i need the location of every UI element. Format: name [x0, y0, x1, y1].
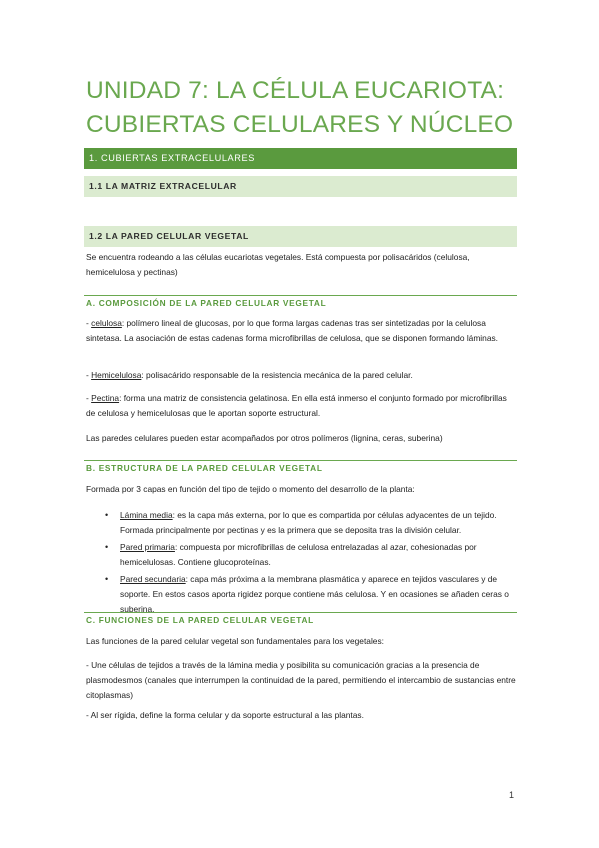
dash: - [86, 370, 92, 380]
layer-text: : compuesta por microfibrillas de celulosa entrelazadas al azar, cohesionadas por hemicelulosas. Contiene glucoproteínas. [120, 542, 477, 567]
rule-c [84, 612, 517, 613]
pectina-term: Pectina [91, 393, 120, 403]
page-number: 1 [509, 790, 515, 800]
layer-text: : es la capa más externa, por lo que es compartida por células adyacentes de un tejido. Formada principalmente por pectinas y es la primera que se deposita tras la división celular. [120, 510, 497, 535]
celulosa-paragraph [86, 316, 516, 346]
bullet-icon: • [105, 574, 109, 584]
polymers-note: Las paredes celulares pueden estar acompañados por otros polímeros (lignina, ceras, suberina) [86, 433, 443, 443]
section-heading-1-1: 1.1 LA MATRIZ EXTRACELULAR [84, 176, 517, 197]
celulosa-term: celulosa [91, 318, 122, 328]
rule-a [84, 295, 517, 296]
subheading-b: B. ESTRUCTURA DE LA PARED CELULAR VEGETAL [86, 463, 323, 473]
dash: - [86, 393, 92, 403]
section-heading-1-2: 1.2 LA PARED CELULAR VEGETAL [84, 226, 517, 247]
intro-paragraph: Se encuentra rodeando a las células eucariotas vegetales. Está compuesta por polisacáridos (celulosa, hemicelulosa y pectinas) [86, 252, 470, 277]
hemicelulosa-paragraph [86, 368, 516, 383]
layer-term: Pared secundaria [120, 574, 186, 584]
subheading-c: C. FUNCIONES DE LA PARED CELULAR VEGETAL [86, 615, 314, 625]
hemicelulosa-term: Hemicelulosa [91, 370, 142, 380]
layer-term: Pared primaria [120, 542, 175, 552]
title-line-1: UNIDAD 7: LA CÉLULA EUCARIOTA: [86, 77, 505, 104]
bullet-icon: • [105, 542, 109, 552]
celulosa-text: : polímero lineal de glucosas, por lo que forma largas cadenas tras ser sintetizadas por la celulosa sintetasa. La asociación de estas cadenas forma microfibrillas de celulosa, que se disponen formando láminas. [86, 318, 498, 343]
structure-intro: Formada por 3 capas en función del tipo de tejido o momento del desarrollo de la planta: [86, 484, 415, 494]
layers-list [105, 508, 515, 619]
section-heading-1: 1. CUBIERTAS EXTRACELULARES [84, 148, 517, 169]
title-line-2: CUBIERTAS CELULARES Y NÚCLEO [86, 111, 514, 138]
unit-title [86, 74, 526, 142]
rule-b [84, 460, 517, 461]
layer-term: Lámina media [120, 510, 173, 520]
list-item [105, 572, 515, 617]
subheading-a: A. COMPOSICIÓN DE LA PARED CELULAR VEGETAL [86, 298, 327, 308]
list-item [105, 508, 515, 538]
list-item [105, 540, 515, 570]
pectina-text: : forma una matriz de consistencia gelatinosa. En ella está inmerso el conjunto formado por microfibrillas de celulosa y hemicelulosas que le aportan soporte estructural. [86, 393, 507, 418]
function-2: - Al ser rígida, define la forma celular y da soporte estructural a las plantas. [86, 710, 364, 720]
layer-text: : capa más próxima a la membrana plasmática y aparece en tejidos vasculares y de soporte. En estos casos aporta rigidez porque contiene más celulosa. Y en ocasiones se añaden ceras o suberina. [120, 574, 509, 614]
pectina-paragraph [86, 391, 516, 421]
dash: - [86, 318, 92, 328]
hemicelulosa-text: : polisacárido responsable de la resistencia mecánica de la pared celular. [141, 370, 413, 380]
functions-intro: Las funciones de la pared celular vegetal son fundamentales para los vegetales: [86, 636, 384, 646]
bullet-icon: • [105, 510, 109, 520]
function-1: - Une células de tejidos a través de la lámina media y posibilita su comunicación gracias a la presencia de plasmodesmos (canales que interrumpen la continuidad de la pared, permitiendo el intercambio de sustancias entre citoplasmas) [86, 660, 516, 700]
